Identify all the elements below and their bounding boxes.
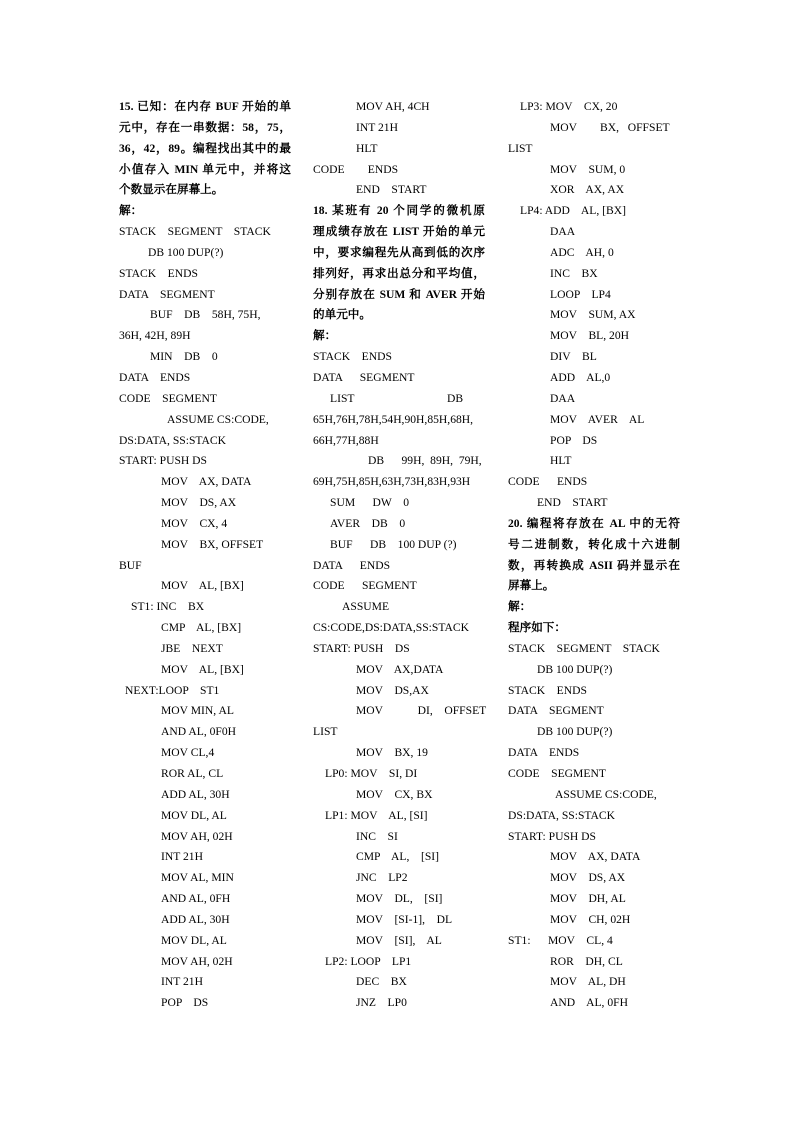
code-line: MOV SUM, AX <box>550 308 636 322</box>
code-line: JNC LP2 <box>356 871 408 885</box>
code-line: SUM DW 0 <box>330 496 410 510</box>
code-line: MOV BX, OFFSET <box>161 537 264 551</box>
code-line: DB 100 DUP(?) <box>537 725 613 739</box>
code-line: MOV CX, BX <box>356 787 433 801</box>
q20-line: 号二进制数，转化成十六进制 <box>508 537 680 551</box>
code-line: AND AL, 0FH <box>161 892 231 906</box>
q18-line: 中，要求编程先从高到低的次序 <box>313 245 485 259</box>
code-line: MOV DI, OFFSET <box>356 704 487 718</box>
code-line: LIST <box>313 725 338 739</box>
q15-line: 元中，存在一串数据：58，75， <box>119 120 291 134</box>
code-line: MOV AH, 02H <box>161 954 233 968</box>
code-line: LP0: MOV SI, DI <box>325 767 418 780</box>
code-line: CODE SEGMENT <box>119 391 217 405</box>
code-line: DB 100 DUP(?) <box>537 662 613 676</box>
code-line: MOV [SI-1], DL <box>356 912 453 926</box>
code-line: AND AL, 0F0H <box>161 725 237 739</box>
code-line: LIST <box>508 141 533 155</box>
code-line: ASSUME CS:CODE, <box>555 787 657 801</box>
code-line: DATA SEGMENT <box>119 287 215 301</box>
code-line: MOV AH, 02H <box>161 829 233 843</box>
code-line: MOV AX, DATA <box>161 475 252 489</box>
code-line: MOV AX,DATA <box>356 662 444 676</box>
code-line: DIV BL <box>550 350 597 364</box>
q18-line: 分别存放在 SUM 和 AVER 开始 <box>313 287 485 301</box>
code-line: JNZ LP0 <box>356 996 407 1010</box>
column-3 <box>508 97 680 1014</box>
code-line: MIN DB 0 <box>150 350 218 364</box>
code-line: DS:DATA, SS:STACK <box>508 808 616 822</box>
code-line: DS:DATA, SS:STACK <box>119 433 227 447</box>
code-line: XOR AX, AX <box>550 183 625 197</box>
code-line: INT 21H <box>161 975 203 989</box>
program-label: 程序如下： <box>508 621 566 635</box>
code-line: BUF DB 58H, 75H, <box>150 308 261 322</box>
code-line: INC BX <box>550 266 598 280</box>
code-line: MOV BX, OFFSET <box>550 120 670 134</box>
code-line: DB 100 DUP(?) <box>148 245 224 259</box>
code-line: MOV MIN, AL <box>161 704 234 718</box>
code-line: MOV DH, AL <box>550 892 626 906</box>
code-line: BUF DB 100 DUP (?) <box>330 537 457 551</box>
code-line: DATA ENDS <box>313 558 391 572</box>
code-line: CODE ENDS <box>508 475 588 489</box>
code-line: STACK SEGMENT STACK <box>119 225 271 239</box>
code-line: LP2: LOOP LP1 <box>325 954 412 968</box>
code-line: DATA SEGMENT <box>508 704 604 718</box>
code-line: CODE ENDS <box>313 162 399 176</box>
code-line: ADC AH, 0 <box>550 245 614 259</box>
code-line: MOV AX, DATA <box>550 850 641 864</box>
code-line: MOV DL, AL <box>161 808 227 822</box>
q15-line: 36，42，89。编程找出其中的最 <box>119 141 291 155</box>
code-line: MOV BL, 20H <box>550 329 630 343</box>
code-line: ADD AL, 30H <box>161 787 230 801</box>
code-line: 36H, 42H, 89H <box>119 329 191 343</box>
code-line: NEXT:LOOP ST1 <box>125 683 220 697</box>
q15-line: 15. 已知：在内存 BUF 开始的单 <box>119 100 291 113</box>
code-line: STACK ENDS <box>313 350 392 364</box>
code-line: MOV CX, 4 <box>161 516 228 530</box>
code-line: AND AL, 0FH <box>550 996 628 1010</box>
code-line: CODE SEGMENT <box>313 579 417 593</box>
q18-line: 排列好，再求出总分和平均值， <box>313 266 485 280</box>
code-line: MOV [SI], AL <box>356 933 442 947</box>
code-line: MOV DS, AX <box>161 496 237 510</box>
code-line: MOV CL,4 <box>161 746 215 760</box>
code-line: AVER DB 0 <box>330 516 406 530</box>
solution-label: 解： <box>508 600 532 614</box>
code-line: LOOP LP4 <box>550 287 611 301</box>
code-line: MOV CH, 02H <box>550 912 631 926</box>
code-line: ST1: INC BX <box>131 600 205 614</box>
solution-label: 解： <box>119 204 143 218</box>
code-line: MOV AVER AL <box>550 412 645 426</box>
code-line: ST1: MOV CL, 4 <box>508 933 613 947</box>
code-line: STACK ENDS <box>119 266 198 280</box>
q15-line: 个数显示在屏幕上。 <box>119 183 224 197</box>
code-line: POP DS <box>550 433 598 447</box>
code-line: MOV AL, [BX] <box>161 662 244 676</box>
column-1 <box>119 97 291 1014</box>
code-line: MOV DS,AX <box>356 683 429 697</box>
code-line: END START <box>356 183 427 197</box>
code-line: MOV AL, MIN <box>161 871 234 885</box>
code-line: CODE SEGMENT <box>508 767 606 780</box>
code-line: INC SI <box>356 829 398 843</box>
code-line: MOV AL, [BX] <box>161 579 244 593</box>
code-line: MOV BX, 19 <box>356 746 428 760</box>
code-line: MOV DS, AX <box>550 871 626 885</box>
code-line: CMP AL, [BX] <box>161 621 242 635</box>
code-line: ADD AL,0 <box>550 370 611 384</box>
code-line: ROR DH, CL <box>550 954 623 968</box>
code-line: START: PUSH DS <box>508 829 596 843</box>
q20-line: 屏幕上。 <box>508 579 555 593</box>
code-line: START: PUSH DS <box>313 641 410 655</box>
code-line: DAA <box>550 225 576 239</box>
q15-line: 小值存入 MIN 单元中，并将这 <box>119 162 291 176</box>
code-line: HLT <box>550 454 572 468</box>
code-line: CS:CODE,DS:DATA,SS:STACK <box>313 621 469 635</box>
code-line: ASSUME <box>342 600 390 614</box>
q18-line: 的单元中。 <box>313 308 371 322</box>
code-line: END START <box>537 496 608 510</box>
code-line: START: PUSH DS <box>119 454 207 468</box>
code-line: MOV SUM, 0 <box>550 162 626 176</box>
code-line: INT 21H <box>161 850 203 864</box>
code-line: MOV DL, [SI] <box>356 892 443 906</box>
code-line: STACK ENDS <box>508 683 587 697</box>
code-line: 65H,76H,78H,54H,90H,85H,68H, <box>313 412 474 426</box>
q20-line: 20. 编程将存放在 AL 中的无符 <box>508 516 680 530</box>
q18-line: 18. 某班有 20 个同学的微机原 <box>313 204 485 218</box>
code-line: MOV AH, 4CH <box>356 100 430 113</box>
code-line: ADD AL, 30H <box>161 912 230 926</box>
code-line: LP3: MOV CX, 20 <box>520 100 618 113</box>
code-line: DATA SEGMENT <box>313 370 415 384</box>
code-line: JBE NEXT <box>161 641 223 655</box>
code-line: LP4: ADD AL, [BX] <box>520 204 626 218</box>
code-line: DAA <box>550 391 576 405</box>
code-line: DATA ENDS <box>119 370 191 384</box>
code-line: STACK SEGMENT STACK <box>508 641 660 655</box>
code-line: MOV DL, AL <box>161 933 227 947</box>
code-line: 69H,75H,85H,63H,73H,83H,93H <box>313 475 471 489</box>
code-line: 66H,77H,88H <box>313 433 379 447</box>
code-line: MOV AL, DH <box>550 975 626 989</box>
code-line: LIST DB <box>330 391 464 405</box>
code-line: BUF <box>119 558 142 572</box>
column-2 <box>313 97 485 1014</box>
q20-line: 数，再转换成 ASII 码并显示在 <box>508 558 680 572</box>
q18-line: 理成绩存放在 LIST 开始的单元 <box>313 225 485 239</box>
code-line: POP DS <box>161 996 209 1010</box>
code-line: ASSUME CS:CODE, <box>167 412 269 426</box>
solution-label: 解： <box>313 329 337 343</box>
code-line: ROR AL, CL <box>161 767 224 780</box>
code-line: CMP AL, [SI] <box>356 850 439 864</box>
code-line: DEC BX <box>356 975 407 989</box>
code-line: HLT <box>356 141 378 155</box>
code-line: DB 99H, 89H, 79H, <box>368 454 482 468</box>
code-line: LP1: MOV AL, [SI] <box>325 808 428 822</box>
code-line: DATA ENDS <box>508 746 580 760</box>
code-line: INT 21H <box>356 120 398 134</box>
